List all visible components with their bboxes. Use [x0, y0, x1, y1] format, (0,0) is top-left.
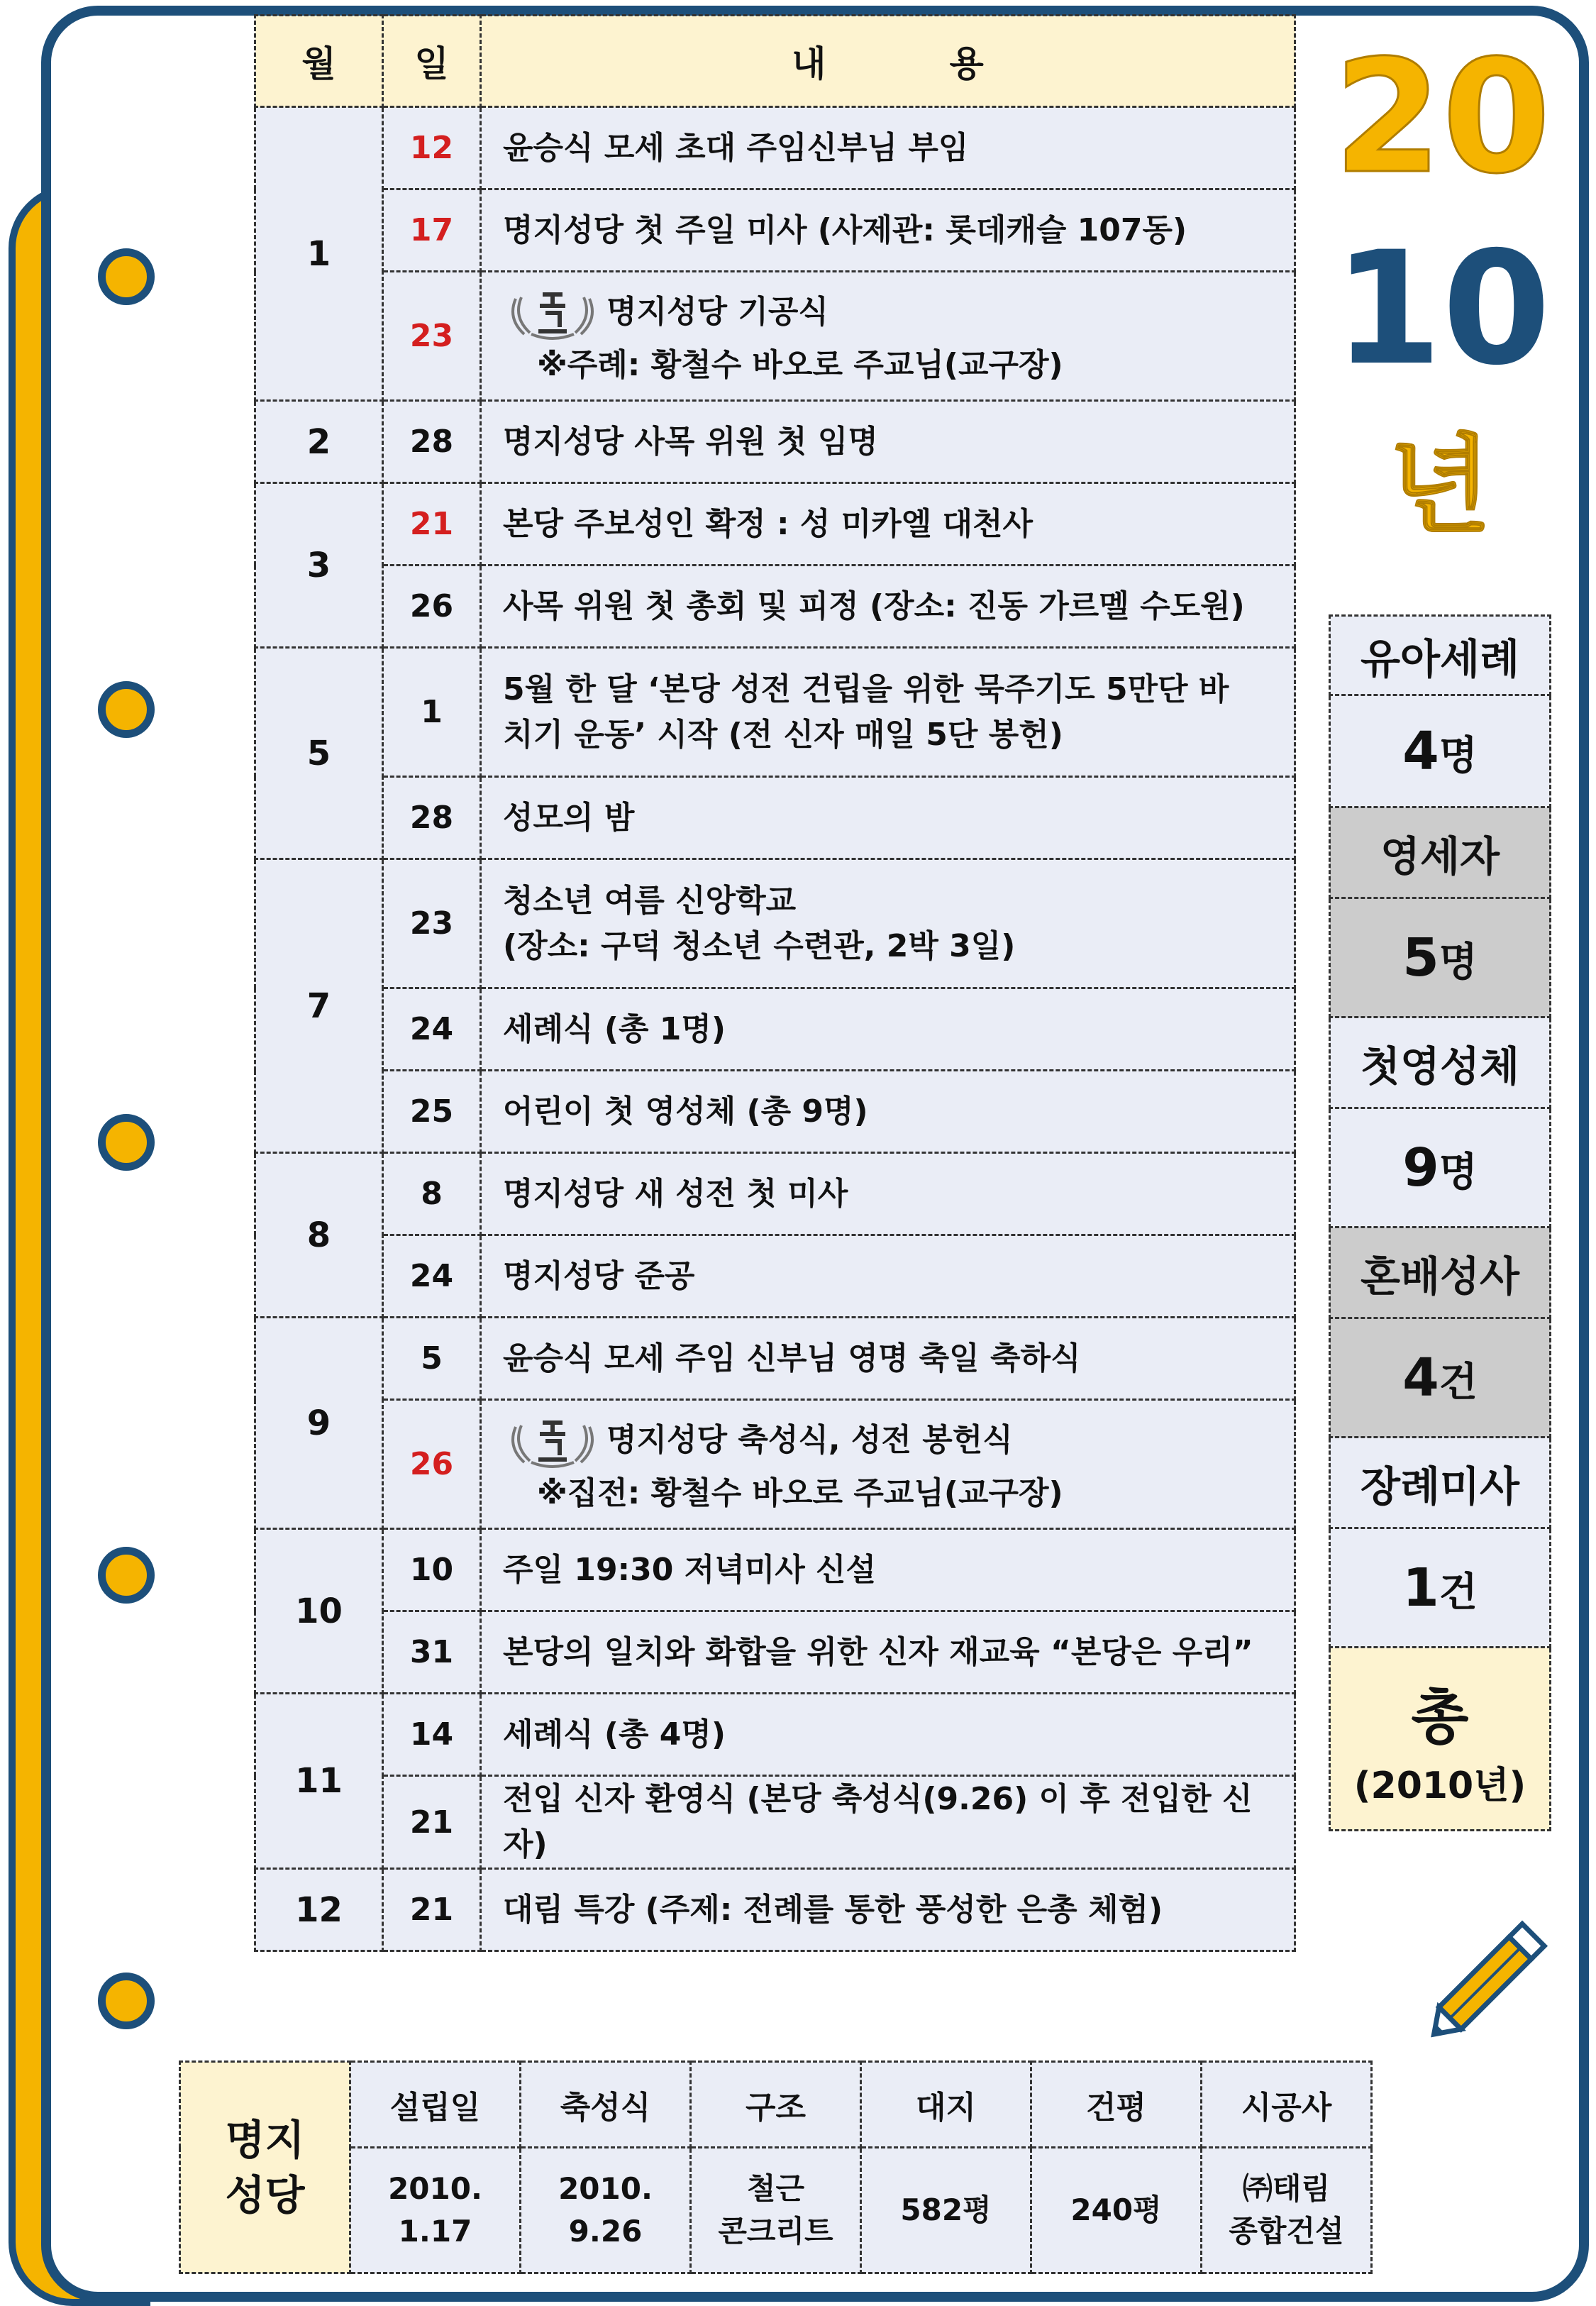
year-suffix: 년 [1388, 424, 1492, 548]
stat-label: 영세자 [1330, 807, 1551, 898]
table-row [255, 401, 1295, 483]
day-cell: 26 [383, 1400, 481, 1529]
day-cell: 5 [383, 1318, 481, 1400]
event-line: 사목 위원 첫 총회 및 피정 (장소: 진동 가르멜 수도원) [503, 587, 1245, 624]
event-line: 명지성당 첫 주일 미사 (사제관: 롯데캐슬 107동) [503, 211, 1187, 248]
stats-total-label: 총 [1411, 1682, 1469, 1752]
stat-number: 4 [1402, 1347, 1439, 1408]
stat-value [1330, 695, 1551, 807]
event-line: 본당의 일치와 화합을 위한 신자 재교육 “본당은 우리” [503, 1633, 1253, 1670]
event-line: 윤승식 모세 초대 주임신부님 부임 [503, 129, 969, 166]
table-row [255, 1153, 1295, 1235]
day-cell: 8 [383, 1153, 481, 1235]
event-line: 주일 19:30 저녁미사 신설 [503, 1551, 877, 1588]
event-description [481, 1071, 1295, 1153]
day-cell: 28 [383, 777, 481, 859]
stat-label: 유아세례 [1330, 616, 1551, 695]
event-description [481, 648, 1295, 777]
year-part-2: 10 [1334, 218, 1551, 399]
church-info-value-line: 2010. [558, 2171, 653, 2206]
church-info-value-line: 종합건설 [1229, 2214, 1344, 2249]
day-cell: 12 [383, 107, 481, 189]
church-info-table [179, 2060, 1373, 2274]
church-info-value-line: 2010. [388, 2171, 482, 2206]
day-cell: 31 [383, 1611, 481, 1694]
event-line-text: 명지성당 기공식 [606, 293, 829, 330]
day-cell: 21 [383, 1869, 481, 1951]
binder-ring-icon [98, 248, 155, 305]
month-cell: 12 [255, 1869, 383, 1951]
stat-unit: 명 [1439, 1149, 1478, 1196]
month-cell: 11 [255, 1694, 383, 1869]
church-info-value [350, 2148, 521, 2273]
table-row [255, 1694, 1295, 1776]
church-info-value-line: 철근 [746, 2171, 805, 2206]
event-line: 윤승식 모세 주임 신부님 영명 축일 축하식 [503, 1340, 1081, 1377]
church-info-label: 시공사 [1202, 2062, 1372, 2148]
binder-ring-icon [98, 1114, 155, 1171]
event-description [481, 1611, 1295, 1694]
church-info-label: 축성식 [521, 2062, 691, 2148]
table-row [255, 1318, 1295, 1400]
event-line: 5월 한 달 ‘본당 성전 건립을 위한 묵주기도 5만단 바 [503, 671, 1229, 707]
event-description [481, 777, 1295, 859]
event-line: 성모의 밤 [503, 799, 635, 836]
table-row [255, 483, 1295, 566]
month-cell: 9 [255, 1318, 383, 1529]
table-row [255, 777, 1295, 859]
binder-ring-icon [98, 1973, 155, 2029]
stat-value [1330, 1318, 1551, 1438]
table-row [255, 1776, 1295, 1869]
month-cell: 10 [255, 1529, 383, 1694]
table-row [255, 1235, 1295, 1318]
event-line: 어린이 첫 영성체 (총 9명) [503, 1093, 868, 1130]
events-table [254, 14, 1296, 1952]
day-cell: 14 [383, 1694, 481, 1776]
event-description [481, 1400, 1295, 1529]
event-line: 본당 주보성인 확정 : 성 미카엘 대천사 [503, 505, 1033, 542]
pencil-icon [1426, 1909, 1561, 2043]
event-description [481, 1318, 1295, 1400]
month-cell: 7 [255, 859, 383, 1153]
event-description [481, 272, 1295, 401]
church-info-value-line: 1.17 [398, 2214, 472, 2249]
event-line: (장소: 구덕 청소년 수련관, 2박 3일) [503, 927, 1016, 964]
day-cell: 24 [383, 1235, 481, 1318]
church-info-value-line: 240평 [1070, 2192, 1162, 2227]
event-description [481, 1529, 1295, 1611]
day-cell: 10 [383, 1529, 481, 1611]
church-info-value [521, 2148, 691, 2273]
stat-value [1330, 1108, 1551, 1228]
table-row [255, 566, 1295, 648]
church-info-value-line: 콘크리트 [718, 2214, 833, 2249]
event-description [481, 1776, 1295, 1869]
events-table-body [255, 107, 1295, 1951]
church-info-value-line: 9.26 [568, 2214, 643, 2249]
table-row [255, 1071, 1295, 1153]
event-line: 명지성당 사목 위원 첫 임명 [503, 423, 878, 460]
event-description [481, 1869, 1295, 1951]
event-line: 명지성당 새 성전 첫 미사 [503, 1175, 848, 1212]
stat-number: 9 [1402, 1137, 1439, 1198]
church-info-value-line: 582평 [900, 2192, 992, 2227]
month-cell: 3 [255, 483, 383, 648]
stat-label: 혼배성사 [1330, 1228, 1551, 1318]
stats-total [1330, 1648, 1551, 1831]
table-row [255, 859, 1295, 988]
day-cell: 25 [383, 1071, 481, 1153]
header-content: 내 용 [481, 16, 1295, 107]
church-name-line1: 명지 [225, 2115, 305, 2164]
stat-label: 첫영성체 [1330, 1017, 1551, 1108]
event-description [481, 1694, 1295, 1776]
stat-number: 4 [1402, 720, 1439, 782]
table-row [255, 648, 1295, 777]
event-description [481, 1153, 1295, 1235]
binder-ring-icon [98, 1547, 155, 1604]
month-cell: 5 [255, 648, 383, 859]
event-description [481, 988, 1295, 1071]
event-description [481, 483, 1295, 566]
stat-number: 1 [1402, 1557, 1439, 1618]
church-info-value [1031, 2148, 1202, 2273]
event-line [503, 285, 1294, 343]
month-cell: 2 [255, 401, 383, 483]
day-cell: 21 [383, 483, 481, 566]
day-cell: 23 [383, 859, 481, 988]
church-info-value-line: ㈜태림 [1242, 2171, 1331, 2206]
church-info-label: 설립일 [350, 2062, 521, 2148]
event-description [481, 859, 1295, 988]
event-line: ※집전: 황철수 바오로 주교님(교구장) [537, 1474, 1063, 1511]
stat-number: 5 [1402, 927, 1439, 988]
event-description [481, 107, 1295, 189]
binder-ring-icon [98, 681, 155, 738]
event-line: 청소년 여름 신앙학교 [503, 882, 797, 919]
table-row [255, 988, 1295, 1071]
chuk-seal-icon [503, 285, 602, 343]
event-line: 세례식 (총 4명) [503, 1716, 726, 1753]
church-info-label: 대지 [861, 2062, 1031, 2148]
event-line: 세례식 (총 1명) [503, 1010, 726, 1047]
church-info-label: 건평 [1031, 2062, 1202, 2148]
event-description [481, 189, 1295, 272]
table-row [255, 272, 1295, 401]
table-row [255, 1400, 1295, 1529]
day-cell: 21 [383, 1776, 481, 1869]
church-info-value [1202, 2148, 1372, 2273]
day-cell: 26 [383, 566, 481, 648]
table-row [255, 107, 1295, 189]
stat-value [1330, 1528, 1551, 1648]
stat-unit: 명 [1439, 732, 1478, 779]
day-cell: 23 [383, 272, 481, 401]
event-line: 대림 특강 (주제: 전례를 통한 풍성한 은총 체험) [503, 1891, 1163, 1928]
day-cell: 17 [383, 189, 481, 272]
table-row [255, 189, 1295, 272]
event-line [503, 1413, 1294, 1471]
event-line: 명지성당 준공 [503, 1257, 695, 1294]
event-description [481, 401, 1295, 483]
day-cell: 1 [383, 648, 481, 777]
month-cell: 1 [255, 107, 383, 401]
day-cell: 24 [383, 988, 481, 1071]
table-row [255, 1611, 1295, 1694]
table-row [255, 1529, 1295, 1611]
sacrament-stats [1329, 614, 1551, 1831]
church-name [180, 2062, 350, 2273]
event-line: ※주례: 황철수 바오로 주교님(교구장) [537, 346, 1063, 383]
event-description [481, 1235, 1295, 1318]
event-description [481, 566, 1295, 648]
month-cell: 8 [255, 1153, 383, 1318]
events-table-header [255, 16, 1295, 107]
event-line: 치기 운동’ 시작 (전 신자 매일 5단 봉헌) [503, 716, 1063, 753]
stats-total-sub: (2010년) [1353, 1764, 1526, 1807]
header-day: 일 [383, 16, 481, 107]
stat-unit: 건 [1439, 1569, 1478, 1616]
table-row [255, 1869, 1295, 1951]
church-info-label: 구조 [691, 2062, 861, 2148]
church-info-value [691, 2148, 861, 2273]
stat-label: 장례미사 [1330, 1438, 1551, 1528]
chuk-seal-icon [503, 1413, 602, 1471]
event-line-text: 명지성당 축성식, 성전 봉헌식 [606, 1421, 1013, 1458]
day-cell: 28 [383, 401, 481, 483]
stat-value [1330, 898, 1551, 1017]
header-month: 월 [255, 16, 383, 107]
stat-unit: 건 [1439, 1359, 1478, 1406]
church-info-value [861, 2148, 1031, 2273]
year-part-1: 20 [1334, 26, 1551, 208]
stat-unit: 명 [1439, 939, 1478, 986]
event-line: 전입 신자 환영식 (본당 축성식(9.26) 이 후 전입한 신자) [503, 1781, 1253, 1863]
church-name-line2: 성당 [225, 2170, 305, 2219]
